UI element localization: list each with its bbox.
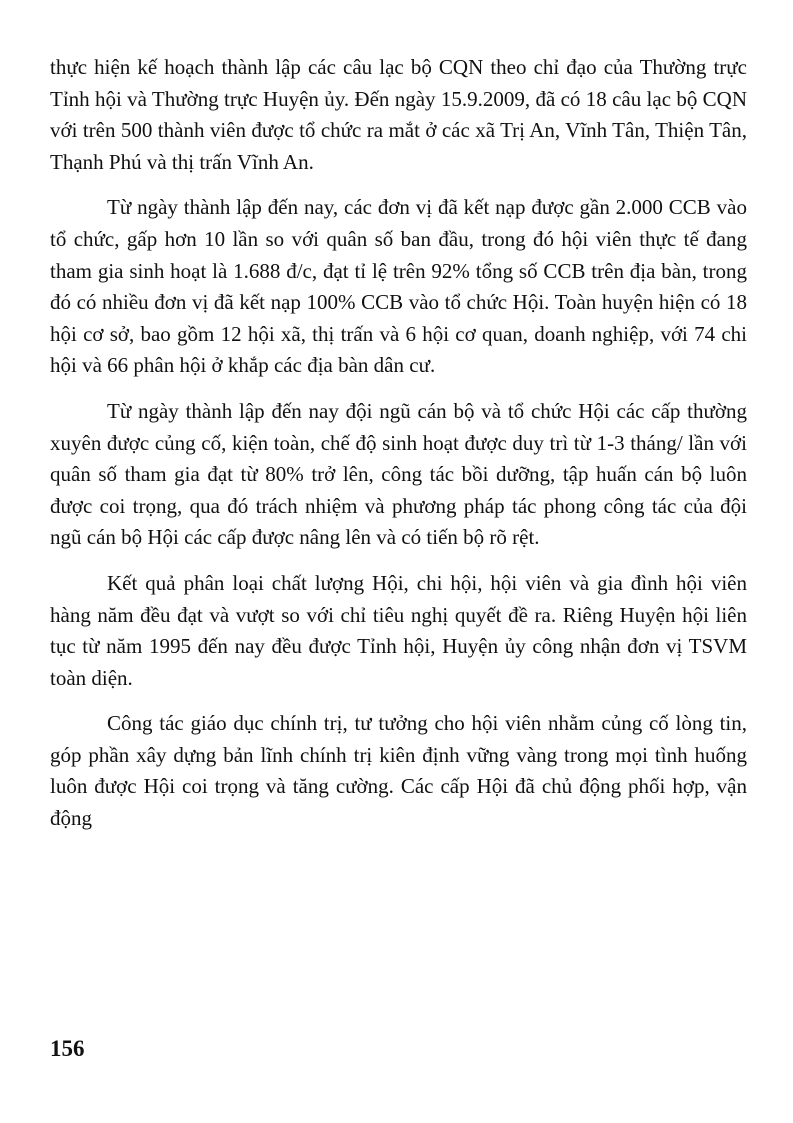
paragraph-4: Kết quả phân loại chất lượng Hội, chi hội, hội viên và gia đình hội viên hàng năm đều đạt và vượt so với chỉ tiêu nghị quyết đề ra. Riêng Huyện hội liên tục từ năm 1995 đến nay đều được Tỉnh hội, Huyện ủy công nhận đơn vị TSVM toàn diện. (50, 570, 747, 690)
paragraph-2: Từ ngày thành lập đến nay, các đơn vị đã kết nạp được gần 2.000 CCB vào tổ chức, gấp hơn 10 lần so với quân số ban đầu, trong đó hội viên thực tế đang tham gia sinh hoạt là 1.688 đ/c, đạt tỉ lệ trên 92% tổng số CCB trên địa bàn, trong đó có nhiều đơn vị đã kết nạp 100% CCB vào tổ chức Hội. Toàn huyện hiện có 18 hội cơ sở, bao gồm 12 hội xã, thị trấn và 6 hội cơ quan, doanh nghiệp, với 74 chi hội và 66 phân hội ở khắp các địa bàn dân cư. (50, 195, 747, 378)
paragraph-3: Từ ngày thành lập đến nay đội ngũ cán bộ và tổ chức Hội các cấp thường xuyên được củng cố, kiện toàn, chế độ sinh hoạt được duy trì từ 1-3 tháng/ lần với quân số tham gia đạt từ 80% trở lên, công tác bồi dưỡng, tập huấn cán bộ luôn được coi trọng, qua đó trách nhiệm và phương pháp tác phong công tác của đội ngũ cán bộ Hội các cấp được nâng lên và có tiến bộ rõ rệt. (50, 398, 747, 550)
paragraph-5: Công tác giáo dục chính trị, tư tưởng cho hội viên nhằm củng cố lòng tin, góp phần xây dựng bản lĩnh chính trị kiên định vững vàng trong mọi tình huống luôn được Hội coi trọng và tăng cường. Các cấp Hội đã chủ động phối hợp, vận động (50, 711, 747, 831)
page-number: 156 (50, 1036, 85, 1061)
page-body (50, 52, 747, 835)
paragraph-1: thực hiện kế hoạch thành lập các câu lạc bộ CQN theo chỉ đạo của Thường trực Tỉnh hội và Thường trực Huyện ủy. Đến ngày 15.9.2009, đã có 18 câu lạc bộ CQN với trên 500 thành viên được tổ chức ra mắt ở các xã Trị An, Vĩnh Tân, Thiện Tân, Thạnh Phú và thị trấn Vĩnh An. (50, 55, 747, 174)
